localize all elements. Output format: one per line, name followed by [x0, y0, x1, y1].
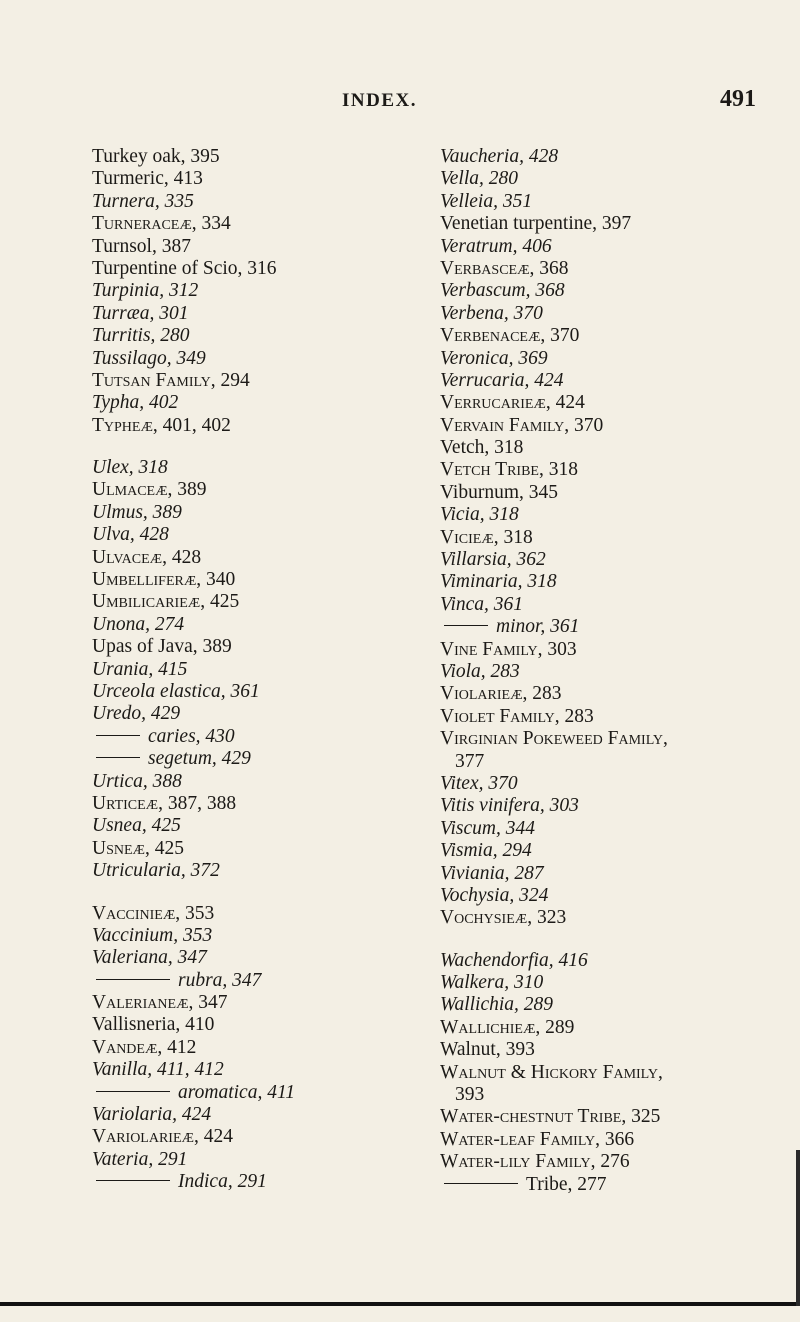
- index-entry-text: Walkera, 310: [440, 972, 544, 994]
- index-entry-text: Unona, 274: [92, 613, 185, 635]
- index-entry: [440, 415, 780, 437]
- index-entry: [92, 168, 392, 190]
- index-entry: [440, 728, 780, 750]
- index-entry: [92, 146, 392, 168]
- ditto-dash: [96, 1091, 170, 1092]
- index-entry-text: Verbenaceæ, 370: [440, 325, 580, 347]
- ditto-dash: [444, 1183, 518, 1184]
- index-entry: [440, 571, 780, 593]
- index-entry-text: Ulvaceæ, 428: [92, 546, 202, 568]
- index-entry: [92, 213, 392, 235]
- index-entry-text: Water-leaf Family, 366: [440, 1128, 635, 1150]
- index-entry-text: Turmeric, 413: [92, 168, 203, 190]
- index-entry: [92, 1171, 392, 1193]
- index-entry: [440, 773, 780, 795]
- index-entry: [92, 348, 392, 370]
- ditto-dash: [96, 757, 140, 758]
- index-entry: [440, 146, 780, 168]
- index-entry-text: Urticeæ, 387, 388: [92, 792, 237, 814]
- index-entry: [92, 1037, 392, 1059]
- index-entry: [440, 1106, 780, 1128]
- index-entry: [92, 258, 392, 280]
- index-entry-text: Typheæ, 401, 402: [92, 414, 231, 436]
- index-entry-text: Walnut, 393: [440, 1039, 535, 1061]
- index-entry: [92, 325, 392, 347]
- index-entry-text: Typha, 402: [92, 392, 179, 414]
- index-entry-text: Viburnum, 345: [440, 481, 558, 503]
- index-entry-text: Turneraceæ, 334: [92, 213, 231, 235]
- index-entry: [92, 1082, 392, 1104]
- index-entry: [92, 903, 392, 925]
- index-entry: [92, 236, 392, 258]
- index-entry: [440, 1062, 780, 1084]
- index-entry: [92, 1126, 392, 1148]
- index-entry-text: Vitex, 370: [440, 772, 518, 794]
- index-entry: [92, 191, 392, 213]
- index-entry: [92, 659, 392, 681]
- index-entry: [440, 950, 780, 972]
- page-right-edge: [796, 1150, 800, 1306]
- index-entry-text: Veronica, 369: [440, 347, 548, 369]
- index-entry: [440, 795, 780, 817]
- index-entry-text: Vanilla, 411, 412: [92, 1059, 224, 1081]
- index-entry-text: rubra, 347: [178, 969, 262, 991]
- index-entry-text: segetum, 429: [148, 748, 251, 770]
- index-entry-text: Turræa, 301: [92, 302, 189, 324]
- index-entry-text: Turritis, 280: [92, 325, 190, 347]
- index-entry: [92, 726, 392, 748]
- index-entry: [440, 683, 780, 705]
- index-entry: [92, 992, 392, 1014]
- index-entry-text: Variolarieæ, 424: [92, 1126, 233, 1148]
- index-entry: [92, 1149, 392, 1171]
- index-entry: [440, 1017, 780, 1039]
- ditto-dash: [96, 735, 140, 736]
- index-entry-text: Urania, 415: [92, 658, 188, 680]
- index-entry-text: Vetch, 318: [440, 437, 524, 459]
- index-entry: [92, 303, 392, 325]
- index-entry-text: Tutsan Family, 294: [92, 369, 250, 391]
- index-entry: [440, 258, 780, 280]
- ditto-dash: [96, 1180, 170, 1181]
- index-entry: [440, 549, 780, 571]
- index-entry: [440, 1174, 780, 1196]
- index-entry-text: Villarsia, 362: [440, 549, 546, 571]
- index-entry-text: Vochysieæ, 323: [440, 907, 567, 929]
- ditto-dash: [96, 979, 170, 980]
- index-entry: [92, 614, 392, 636]
- index-entry: [440, 303, 780, 325]
- index-entry: [440, 392, 780, 414]
- index-entry: [92, 392, 392, 414]
- index-entry-text: Umbelliferæ, 340: [92, 569, 236, 591]
- index-entry: [92, 748, 392, 770]
- index-entry: [440, 168, 780, 190]
- index-entry-text: Utricularia, 372: [92, 860, 220, 882]
- index-entry: [440, 994, 780, 1016]
- index-entry-text: Vaccinium, 353: [92, 924, 213, 946]
- index-column-right: [440, 146, 780, 1196]
- index-entry-text: Wachendorfia, 416: [440, 949, 588, 971]
- index-entry-text: Usnea, 425: [92, 815, 181, 837]
- index-entry-text: Vervain Family, 370: [440, 414, 604, 436]
- index-entry: [92, 970, 392, 992]
- index-entry-text: Violet Family, 283: [440, 705, 594, 727]
- index-entry-text: Vaccinieæ, 353: [92, 902, 215, 924]
- index-entry: [92, 280, 392, 302]
- index-entry-text: Ulex, 318: [92, 457, 168, 479]
- index-entry: [440, 751, 780, 773]
- index-entry-text: Venetian turpentine, 397: [440, 213, 632, 235]
- index-entry-text: Water-lily Family, 276: [440, 1151, 630, 1173]
- index-entry: [92, 947, 392, 969]
- index-entry: [92, 591, 392, 613]
- index-entry: [92, 681, 392, 703]
- index-entry-text: Verbena, 370: [440, 302, 543, 324]
- index-entry-text: Urtica, 388: [92, 770, 182, 792]
- index-entry: [440, 437, 780, 459]
- index-entry-text: aromatica, 411: [178, 1081, 295, 1103]
- index-column-left: [92, 146, 392, 1194]
- index-entry-text: Turpinia, 312: [92, 280, 199, 302]
- index-entry: [440, 885, 780, 907]
- index-entry: [92, 925, 392, 947]
- index-entry-text: 393: [455, 1084, 485, 1106]
- index-entry-text: Vicia, 318: [440, 504, 519, 526]
- index-entry-text: Verrucarieæ, 424: [440, 392, 585, 414]
- index-entry: [440, 1129, 780, 1151]
- index-entry-text: Valerianeæ, 347: [92, 992, 228, 1014]
- index-entry-text: Wallichia, 289: [440, 994, 554, 1016]
- index-entry: [440, 1084, 780, 1106]
- index-entry: [440, 527, 780, 549]
- index-entry: [440, 840, 780, 862]
- index-entry-text: Viola, 283: [440, 660, 520, 682]
- index-entry: [92, 1014, 392, 1036]
- index-entry: [440, 504, 780, 526]
- index-entry: [440, 616, 780, 638]
- index-entry-text: Vinca, 361: [440, 593, 524, 615]
- index-entry: [440, 661, 780, 683]
- index-entry-text: Vitis vinifera, 303: [440, 795, 579, 817]
- index-entry-text: Turpentine of Scio, 316: [92, 257, 277, 279]
- index-entry: [92, 838, 392, 860]
- index-entry-text: Ulva, 428: [92, 524, 169, 546]
- index-entry: [440, 907, 780, 929]
- index-entry: [440, 972, 780, 994]
- index-entry: [92, 860, 392, 882]
- index-entry: [92, 502, 392, 524]
- index-entry-text: Vetch Tribe, 318: [440, 459, 578, 481]
- index-entry: [440, 639, 780, 661]
- index-entry: [440, 236, 780, 258]
- page-number: 491: [720, 86, 756, 112]
- index-entry-text: Violarieæ, 283: [440, 683, 562, 705]
- index-entry-text: Usneæ, 425: [92, 837, 184, 859]
- index-entry: [92, 1059, 392, 1081]
- page-bottom-edge: [0, 1302, 800, 1306]
- ditto-dash: [444, 625, 488, 626]
- index-entry-text: Vandeæ, 412: [92, 1036, 197, 1058]
- index-entry-text: Vaucheria, 428: [440, 146, 559, 167]
- index-entry-text: Veratrum, 406: [440, 235, 552, 257]
- index-entry-text: Verbascum, 368: [440, 280, 565, 302]
- index-entry-text: Walnut & Hickory Family,: [440, 1061, 663, 1083]
- running-header: [0, 86, 800, 116]
- index-entry: [440, 459, 780, 481]
- index-entry: [440, 1151, 780, 1173]
- index-entry: [92, 524, 392, 546]
- index-entry: [92, 547, 392, 569]
- index-entry: [440, 594, 780, 616]
- page-title: INDEX.: [342, 90, 417, 111]
- index-entry: [440, 213, 780, 235]
- index-entry: [92, 1104, 392, 1126]
- index-entry-text: Water-chestnut Tribe, 325: [440, 1106, 661, 1128]
- index-entry-text: Turnsol, 387: [92, 235, 191, 257]
- index-entry: [440, 482, 780, 504]
- index-entry: [440, 818, 780, 840]
- index-entry-text: Upas of Java, 389: [92, 636, 232, 658]
- index-entry-text: Verbasceæ, 368: [440, 257, 569, 279]
- index-entry: [92, 479, 392, 501]
- index-entry: [440, 370, 780, 392]
- index-entry-text: Velleia, 351: [440, 190, 533, 212]
- index-entry-text: Valeriana, 347: [92, 947, 207, 969]
- index-entry-text: caries, 430: [148, 725, 235, 747]
- index-entry-text: Wallichieæ, 289: [440, 1016, 575, 1038]
- index-entry: [440, 348, 780, 370]
- index-entry-text: Turnera, 335: [92, 190, 194, 212]
- index-entry-text: Vallisneria, 410: [92, 1014, 215, 1036]
- index-entry: [440, 863, 780, 885]
- index-entry-text: Ulmaceæ, 389: [92, 479, 207, 501]
- index-entry: [92, 569, 392, 591]
- index-entry: [92, 457, 392, 479]
- index-entry-text: Ulmus, 389: [92, 501, 182, 523]
- index-entry-text: Vateria, 291: [92, 1148, 188, 1170]
- index-entry: [440, 1039, 780, 1061]
- index-entry: [92, 636, 392, 658]
- index-entry-text: Urceola elastica, 361: [92, 680, 260, 702]
- index-entry-text: minor, 361: [496, 616, 580, 638]
- index-entry-text: Vismia, 294: [440, 840, 532, 862]
- index-entry-text: Umbilicarieæ, 425: [92, 591, 240, 613]
- index-entry-text: Tribe, 277: [526, 1173, 607, 1195]
- index-entry-text: Vicieæ, 318: [440, 526, 533, 548]
- index-entry: [92, 415, 392, 437]
- index-entry: [440, 280, 780, 302]
- index-entry-text: Turkey oak, 395: [92, 146, 220, 167]
- index-entry-text: Verrucaria, 424: [440, 369, 564, 391]
- index-entry-text: Variolaria, 424: [92, 1104, 212, 1126]
- index-entry-text: Virginian Pokeweed Family,: [440, 728, 668, 750]
- index-entry-text: Tussilago, 349: [92, 347, 206, 369]
- index-entry-text: Uredo, 429: [92, 703, 181, 725]
- index-entry-text: Vella, 280: [440, 168, 518, 190]
- index-entry-text: Viminaria, 318: [440, 571, 557, 593]
- index-entry-text: Vochysia, 324: [440, 884, 549, 906]
- index-entry-text: Indica, 291: [178, 1171, 267, 1193]
- index-entry-text: Vine Family, 303: [440, 638, 577, 660]
- index-entry: [92, 793, 392, 815]
- index-entry-text: Viviania, 287: [440, 862, 544, 884]
- index-entry: [92, 370, 392, 392]
- index-entry: [440, 191, 780, 213]
- index-entry-text: Viscum, 344: [440, 817, 535, 839]
- index-entry-text: 377: [455, 750, 485, 772]
- index-entry: [440, 325, 780, 347]
- index-entry: [440, 706, 780, 728]
- index-entry: [92, 815, 392, 837]
- index-entry: [92, 771, 392, 793]
- index-entry: [92, 703, 392, 725]
